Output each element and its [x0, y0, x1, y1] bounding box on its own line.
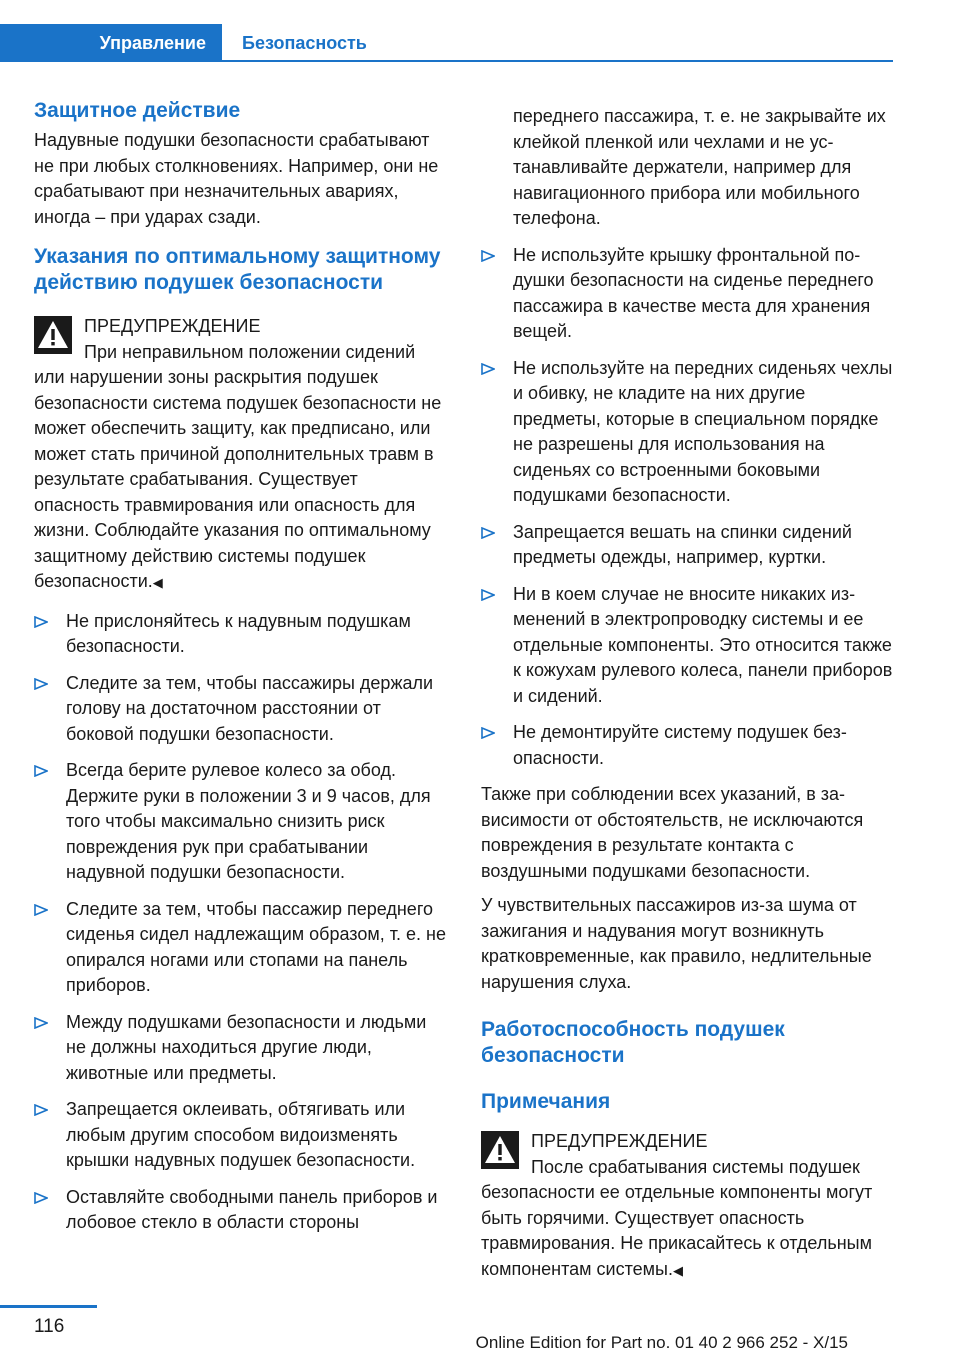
heading-protective-action: Защитное действие: [34, 99, 241, 122]
warning-block: [481, 1129, 893, 1283]
triangle-bullet-icon: [34, 765, 48, 777]
list-item: Не используйте крышку фронтальной подушки безопасности на сиденье переднего пассажира в качестве места для хранения вещей.: [481, 243, 893, 345]
warning-text: безопасности ее отдельные компоненты могут быть горячими. Существует опасность травмирования. Не прикасайтесь к отдельным компонентам системы.◀: [481, 1182, 873, 1279]
warning-text: или нарушении зоны раскрытия подушек безопасности система подушек безопасности не может обеспечить защиту, как предписано, или может стать причиной дополнительных травм в результате срабатывания. Существует опасность травмирования или опасность для жизни. Соблюдайте указания по оптимальному защитному действию системы подушек безопасности.◀: [34, 367, 442, 591]
triangle-bullet-icon: [34, 1192, 48, 1204]
warning-title: ПРЕДУПРЕЖДЕНИЕ: [84, 316, 261, 336]
list-item: Следите за тем, чтобы пассажиры держали голову на достаточном расстоянии от боковой подушки безопасности.: [34, 671, 446, 748]
list-item: Ни в коем случае не вносите никаких изменений в электропроводку системы и ее отдельные компоненты. Это относится также к кожухам рулевого колеса, панели приборов и сидений.: [481, 582, 893, 710]
edition-note: Online Edition for Part no. 01 40 2 966 252 - X/15: [475, 1333, 848, 1352]
list-item: Не используйте на передних сиденьях чехлы и обивку, не кладите на них другие предметы, которые в специальном порядке не разрешены для использования на сиденьях со встроенными боковыми подушками безопасности.: [481, 356, 893, 509]
warning-text-first-line: После срабатывания системы подушек: [531, 1156, 860, 1177]
warning-icon: [34, 316, 72, 354]
footer-rule: [0, 1305, 97, 1308]
heading-operability: Работоспособность подушек безопасности: [481, 1018, 785, 1067]
paragraph-protective-action: Надувные подушки безопасности срабатывают не при любых столкновениях. Например, они не срабатывают при незначительных авариях, иногда – при ударах сзади.: [34, 130, 439, 227]
tab-safety[interactable]: Безопасность: [222, 24, 893, 62]
triangle-bullet-icon: [481, 527, 495, 539]
list-item-continuation: переднего пассажира, т. е. не закрывайте их клейкой пленкой или чехлами и не устанавливайте держатели, например для навигационного прибора или мобильного телефона.: [513, 106, 886, 228]
triangle-bullet-icon: [34, 904, 48, 916]
left-column: [34, 98, 446, 1247]
triangle-bullet-icon: [481, 727, 495, 739]
triangle-bullet-icon: [34, 1017, 48, 1029]
list-item: Запрещается вешать на спинки сидений предметы одежды, например, куртки.: [481, 520, 893, 571]
triangle-bullet-icon: [481, 589, 495, 601]
heading-remarks: Примечания: [481, 1090, 611, 1113]
triangle-bullet-icon: [481, 363, 495, 375]
page-number: 116: [34, 1316, 65, 1337]
list-item: Не демонтируйте систему подушек безопасности.: [481, 720, 893, 771]
warning-icon: [481, 1131, 519, 1169]
list-item: Не прислоняйтесь к надувным подушкам безопасности.: [34, 609, 446, 660]
list-item: Всегда берите рулевое колесо за обод. Держите руки в положении 3 и 9 часов, для того чтобы максимально снизить риск повреждения рук при срабатывании надувной подушки безопасности.: [34, 758, 446, 886]
header-tabs: [0, 24, 893, 62]
list-item: Запрещается оклеивать, обтягивать или любым другим способом видоизменять крышки надувных подушек безопасности.: [34, 1097, 446, 1174]
end-mark-icon: ◀: [152, 575, 163, 590]
bullet-list-left: [34, 609, 446, 1236]
paragraph-also: Также при соблюдении всех указаний, в зависимости от обстоятельств, не исключаются повреждения в результате контакта с воздушными подушками безопасности.: [481, 784, 864, 881]
list-item: Следите за тем, чтобы пассажир переднего сиденья сидел надлежащим образом, т. е. не опирался ногами или стопами на панель приборов.: [34, 897, 446, 999]
warning-text-first-line: При неправильном положении сидений: [84, 341, 416, 362]
triangle-bullet-icon: [481, 250, 495, 262]
triangle-bullet-icon: [34, 678, 48, 690]
list-item: Оставляйте свободными панель приборов и лобовое стекло в области стороны: [34, 1185, 446, 1236]
list-item: Между подушками безопасности и людьми не должны находиться другие люди, животные или предметы.: [34, 1010, 446, 1087]
right-column: [481, 104, 893, 1283]
warning-title: ПРЕДУПРЕЖДЕНИЕ: [531, 1131, 708, 1151]
triangle-bullet-icon: [34, 616, 48, 628]
triangle-bullet-icon: [34, 1104, 48, 1116]
end-mark-icon: ◀: [672, 1262, 683, 1278]
bullet-list-right: [481, 104, 893, 771]
paragraph-hearing: У чувствительных пассажиров из-за шума от зажигания и надувания могут возникнуть кратковременные, как правило, недлительные нарушения слуха.: [481, 895, 872, 992]
heading-instructions: Указания по оптимальному защитному действию подушек безопасности: [34, 245, 441, 294]
tab-management[interactable]: Управление: [0, 24, 222, 62]
warning-block: [34, 314, 446, 596]
